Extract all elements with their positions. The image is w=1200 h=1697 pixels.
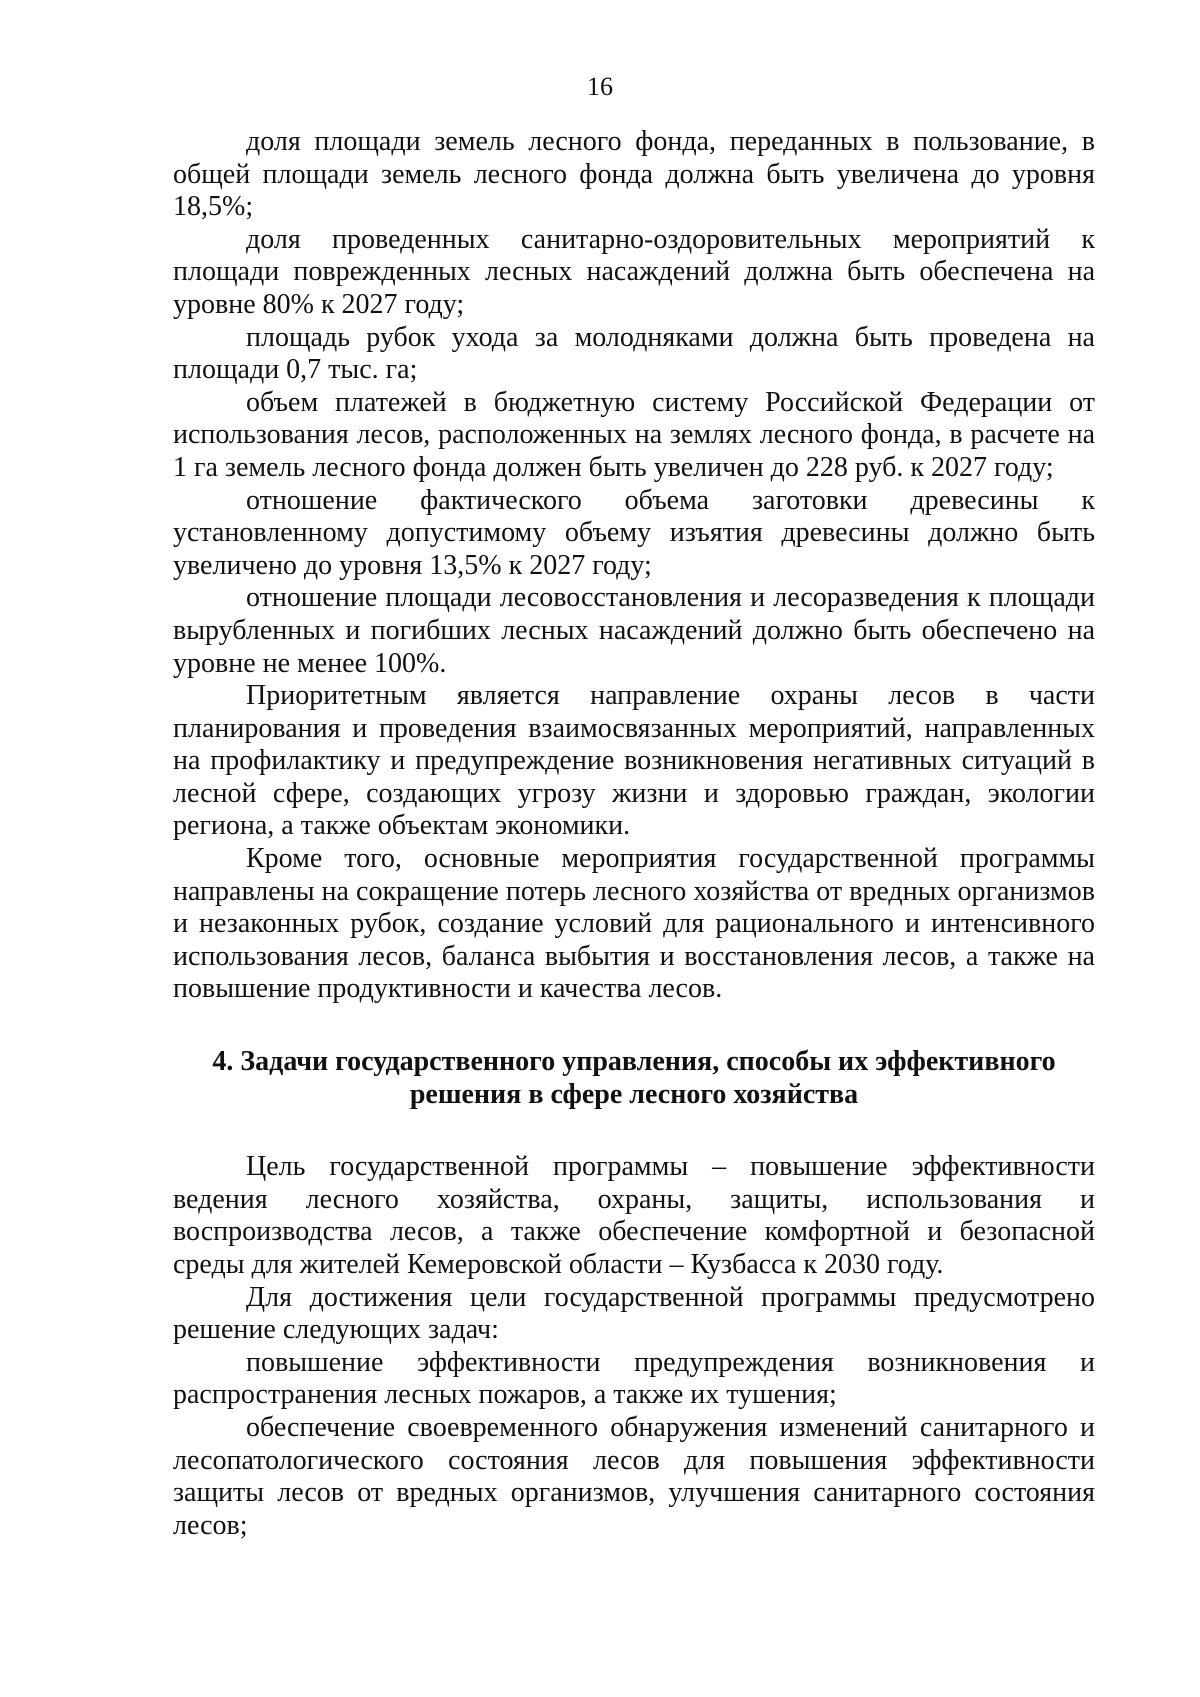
paragraph-program-measures: Кроме того, основные мероприятия государственной программы направлены на сокращение потерь лесного хозяйства от вредных организмов и незаконных рубок, создание условий для рационального и интенсивного использования лесов, баланса выбытия и восстановления лесов, а также на повышение продуктивности и качества лесов. [173,843,1095,1005]
paragraph-task-sanitary-monitoring: обеспечение своевременного обнаружения изменений санитарного и лесопатологического состояния лесов для повышения эффективности защиты лесов от вредных организмов, улучшения санитарного состояния лесов; [173,1411,1095,1541]
paragraph-task-fire-prevention: повышение эффективности предупреждения возникновения и распространения лесных пожаров, а также их тушения; [173,1346,1095,1411]
section-heading: 4. Задачи государственного управления, способы их эффективного решения в сфере лесного хозяйства [212,1046,1056,1110]
paragraph-program-goal: Цель государственной программы – повышение эффективности ведения лесного хозяйства, охраны, защиты, использования и воспроизводства лесов, а также обеспечение комфортной и безопасной среды для жителей Кемеровской области – Кузбасса к 2030 году. [173,1151,1095,1280]
paragraph-tasks-intro: Для достижения цели государственной программы предусмотрено решение следующих задач: [173,1281,1095,1346]
paragraph-sanitary-measures: доля проведенных санитарно-оздоровительных мероприятий к площади поврежденных лесных насаждений должна быть обеспечена на уровне 80% к 2027 году; [173,223,1095,320]
page-number: 16 [587,72,613,101]
paragraph-harvest-ratio: отношение фактического объема заготовки древесины к установленному допустимому объему изъятия древесины должно быть увеличено до уровня 13,5% к 2027 году; [173,484,1095,581]
paragraph-land-use-share: доля площади земель лесного фонда, переданных в пользование, в общей площади земель лесного фонда должна быть увеличена до уровня 18,5%; [173,126,1095,223]
paragraph-forest-protection-priority: Приоритетным является направление охраны лесов в части планирования и проведения взаимосвязанных мероприятий, направленных на профилактику и предупреждение возникновения негативных ситуаций в лесной сфере, создающих угрозу жизни и здоровью граждан, экологии региона, а также объектам экономики. [173,680,1095,842]
paragraph-thinning-area: площадь рубок ухода за молодняками должна быть проведена на площади 0,7 тыс. га; [173,321,1095,386]
paragraph-reforestation-ratio: отношение площади лесовосстановления и лесоразведения к площади вырубленных и погибших лесных насаждений должно быть обеспечено на уровне не менее 100%. [173,582,1095,679]
paragraph-budget-payments: объем платежей в бюджетную систему Российской Федерации от использования лесов, расположенных на землях лесного фонда, в расчете на 1 га земель лесного фонда должен быть увеличен до 228 руб. к 2027 году; [173,386,1095,483]
document-body [173,126,1095,1542]
